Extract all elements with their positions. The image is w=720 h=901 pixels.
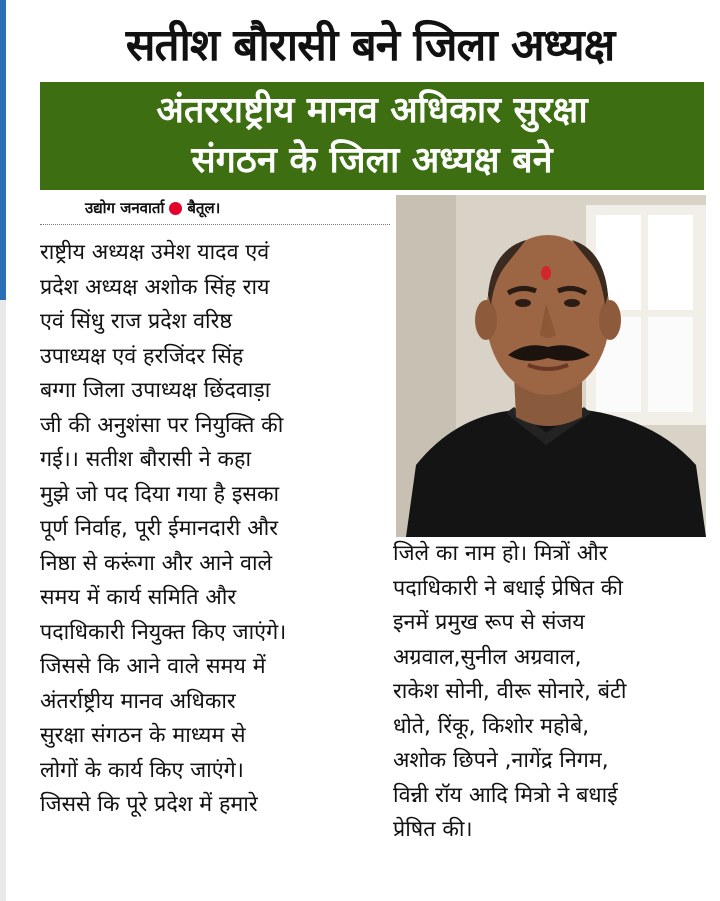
byline-source: उद्योग जनवार्ता: [85, 199, 165, 217]
article-line: लोगों के कार्य किए जाएंगे।: [40, 757, 244, 783]
article-line: पदाधिकारी नियुक्त किए जाएंगे।: [40, 619, 287, 645]
article-line: राकेश सोनी, वीरू सोनारे, बंटी: [393, 679, 627, 704]
byline-divider: [40, 224, 390, 225]
article-line: राष्ट्रीय अध्यक्ष उमेश यादव एवं: [40, 240, 270, 265]
subheadline-line-2: संगठन के जिला अध्यक्ष बने: [191, 140, 553, 181]
portrait-photo: [396, 195, 706, 537]
article-line: सुरक्षा संगठन के माध्यम से: [40, 723, 246, 748]
article-line: अशोक छिपने ,नागेंद्र निगम,: [393, 748, 609, 773]
subheadline-line-1: अंतरराष्ट्रीय मानव अधिकार सुरक्षा: [156, 90, 588, 131]
article-line: निष्ठा से करूंगा और आने वाले: [40, 550, 273, 576]
article-column-left: [40, 236, 286, 823]
article-line: पूर्ण निर्वाह, पूरी ईमानदारी और: [40, 516, 278, 541]
byline-place: बैतूल।: [187, 199, 221, 217]
subheadline-banner: [40, 82, 704, 190]
article-line: जिससे कि पूरे प्रदेश में हमारे: [40, 792, 258, 817]
article-line: विन्नी रॉय आदि मित्रो ने बधाई: [393, 782, 618, 808]
article-line: समय में कार्य समिति और: [40, 585, 237, 610]
article-line: बग्गा जिला उपाध्यक्ष छिंदवाड़ा: [40, 378, 271, 403]
article-line: गई।। सतीश बौरासी ने कहा: [40, 447, 252, 472]
byline: [85, 198, 220, 218]
article-line: अग्रवाल,सुनील अग्रवाल,: [393, 644, 582, 670]
article-line: प्रदेश अध्यक्ष अशोक सिंह राय: [40, 274, 270, 300]
headline: सतीश बौरासी बने जिला अध्यक्ष: [125, 20, 615, 71]
article-line: एवं सिंधु राज प्रदेश वरिष्ठ: [40, 309, 233, 334]
article-column-right: [393, 537, 626, 848]
article-line: जी की अनुशंसा पर नियुक्ति की: [40, 412, 284, 438]
red-bullet-icon: [169, 202, 182, 215]
article-line: धोते, रिंकू, किशोर महोबे,: [393, 713, 590, 739]
article-line: मुझे जो पद दिया गया है इसका: [40, 481, 280, 507]
article-line: इनमें प्रमुख रूप से संजय: [393, 610, 585, 635]
left-edge-gray: [0, 300, 6, 901]
article-line: उपाध्यक्ष एवं हरजिंदर सिंह: [40, 343, 244, 369]
article-line: प्रेषित की।: [393, 817, 473, 842]
article-line: जिससे कि आने वाले समय में: [40, 654, 266, 679]
article-line: अंतर्राष्ट्रीय मानव अधिकार: [40, 688, 236, 714]
portrait-illustration: [396, 195, 706, 537]
article-line: पदाधिकारी ने बधाई प्रेषित की: [393, 575, 623, 601]
article-line: जिले का नाम हो। मित्रों और: [393, 541, 608, 566]
